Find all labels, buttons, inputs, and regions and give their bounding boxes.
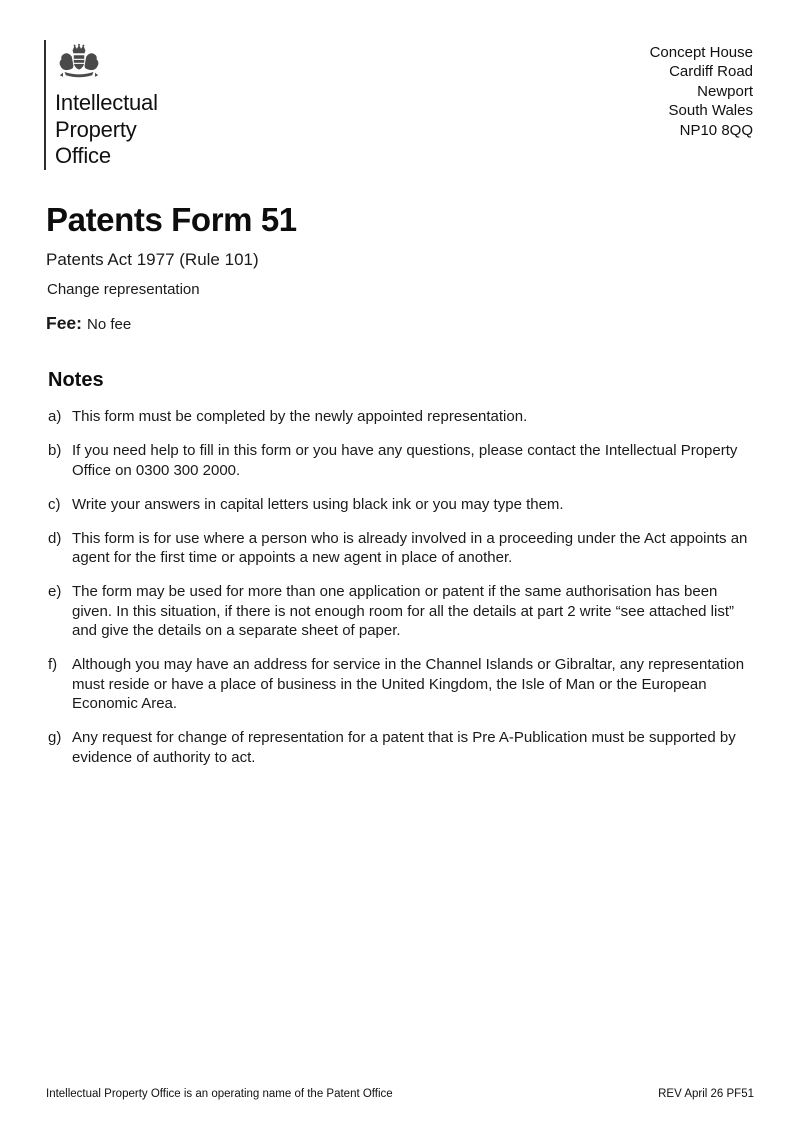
note-item-e <box>48 582 756 641</box>
note-text: This form must be completed by the newly appointed representation. <box>72 408 528 425</box>
form-subtitle: Change representation <box>47 281 200 298</box>
fee-label: Fee: <box>46 313 82 333</box>
note-item-b <box>48 441 756 480</box>
note-text: Write your answers in capital letters using black ink or you may type them. <box>72 495 564 513</box>
logo-word-intellectual: Intellectual <box>55 90 158 115</box>
note-item-a <box>48 407 756 427</box>
note-letter: a) <box>48 408 62 425</box>
note-letter: b) <box>48 442 62 459</box>
ipo-logo <box>44 40 158 170</box>
notes-list <box>48 407 756 782</box>
logo-word-property: Property <box>55 116 137 142</box>
note-letter: e) <box>48 583 62 600</box>
royal-crest-icon <box>55 42 103 86</box>
address-line: Concept House <box>649 44 753 61</box>
note-letter: g) <box>48 729 62 746</box>
form-title: Patents Form 51 <box>46 201 297 238</box>
address-line: South Wales <box>668 102 753 120</box>
note-item-d <box>48 529 756 568</box>
note-item-c <box>48 495 756 515</box>
fee-line <box>46 313 131 334</box>
notes-heading: Notes <box>48 369 104 391</box>
address-line: Cardiff Road <box>669 63 753 81</box>
note-letter: c) <box>48 495 61 513</box>
footer-revision: REV April 26 PF51 <box>658 1088 754 1100</box>
logo-word-office: Office <box>55 143 111 168</box>
note-letter: d) <box>48 529 62 547</box>
note-text: Although you may have an address for service in the Channel Islands or Gibraltar, any representation must reside or have a place of business in the United Kingdom, the Isle of Man or the European Economic Area. <box>72 656 745 712</box>
note-text: Any request for change of representation for a patent that is Pre A-Publication must be supported by evidence of authority to act. <box>72 729 736 766</box>
act-reference: Patents Act 1977 (Rule 101) <box>46 250 259 269</box>
address-line: NP10 8QQ <box>679 121 753 139</box>
page-footer <box>46 1088 754 1100</box>
note-text: The form may be used for more than one application or patent if the same authorisation has been given. In this situation, if there is not enough room for all the details at part 2 write “see attached list” and give the details on a separate sheet of paper. <box>72 583 735 639</box>
footer-operating-name: Intellectual Property Office is an operating name of the Patent Office <box>46 1088 393 1100</box>
note-letter: f) <box>48 656 58 673</box>
note-item-g <box>48 728 756 767</box>
note-text: If you need help to fill in this form or you have any questions, please contact the Intellectual Property Office on 0300 300 2000. <box>72 442 738 479</box>
fee-value: No fee <box>86 316 132 333</box>
address-line: Newport <box>697 82 753 100</box>
note-item-f <box>48 655 756 714</box>
office-address <box>650 43 753 140</box>
note-text: This form is for use where a person who is already involved in a proceeding under the Act appoints an agent for the first time or appoints a new agent in place of another. <box>72 529 748 566</box>
